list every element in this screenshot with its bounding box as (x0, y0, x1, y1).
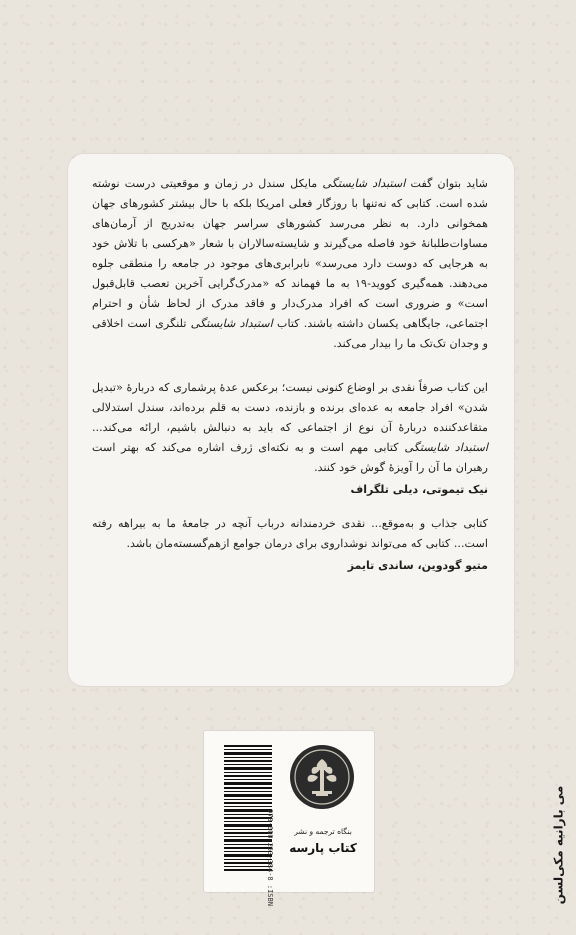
review-signature-1: نیک تیموتی، دیلی تلگراف (350, 483, 488, 496)
spine-text (546, 770, 570, 920)
publisher-logo-icon (290, 745, 354, 809)
publisher-tagline: بنگاه ترجمه و نشر (294, 827, 352, 836)
book-title-italic-2: استبداد شایستگی (190, 317, 273, 330)
blurb-paragraph-2 (92, 378, 488, 478)
blurb-p2-text-b: کتابی مهم است و به نکته‌ای ژرف اشاره می‌کند که بهتر است رهبران ما آن را آویزهٔ گوش خود کنند. (92, 441, 488, 474)
blurb-paragraph-3: کتابی جذاب و به‌موقع... نقدی خردمندانه درباب آنچه در جامعهٔ ما به بیراهه رفته است... کتابی که می‌تواند نوشداروی برای درمان جوامع ازهم‌گسسته‌مان باشد. (92, 517, 488, 550)
blurb-p2-text-a: این کتاب صرفاً نقدی بر اوضاع کنونی نیست؛ برعکس عدهٔ پرشماری که دربارهٔ «تبدیل شدن» افراد جامعه به عده‌ای برنده و بازنده، دست به قلم برده‌اند، سندل استدلالی متقاعدکننده دربارهٔ آن نوع از اجتماعی که باید به دنبالش باشیم، ارائه می‌کند... (92, 381, 488, 434)
review-signature-2: متیو گودوین، ساندی تایمز (347, 559, 488, 572)
blurb-p1-text-c: تلنگری است اخلاقی و وجدان تک‌تک ما را بیدار می‌کند. (92, 317, 488, 350)
spine-label: می‌ بارانیه مکی‌لسن (551, 785, 565, 905)
blurb-panel (68, 154, 514, 686)
isbn-number: 978-600-253-384-8 :ISBN (266, 809, 274, 906)
blurb-paragraph-1 (92, 174, 488, 354)
book-title-italic-3: استبداد شایستگی (404, 441, 488, 454)
blurb-p1-text-b: مایکل سندل در زمان و موقعیتی درست نوشته شده است. کتابی که نه‌تنها با روزگار فعلی امریکا بلکه با حال بیشتر کشورهای جهان همخوانی دارد. به نظر می‌رسد کشورهای سراسر جهان به‌تدریج از آرمان‌های مساوات‌طلبانهٔ خود فاصله می‌گیرند و شایسته‌سالاران با شعار «هرکسی با تلاش خود به هرجایی که دوست دارد می‌رسد» نابرابری‌های موجود در جامعه را منطقی جلوه می‌دهند. همه‌گیری کووید-۱۹ به ما فهماند که «مدرک‌گرایی آخرین تعصب قابل‌قبول است» و ضروری است که افراد مدرک‌دار و فاقد مدرک از لحاظ شأن و احترام اجتماعی، جایگاهی یکسان داشته باشند. کتاب (92, 177, 488, 330)
blurb-p1-text-a: شاید بتوان گفت (405, 177, 488, 190)
book-title-italic: استبداد شایستگی (322, 177, 406, 190)
publisher-name: کتاب پارسه (289, 841, 357, 855)
publisher-box (204, 731, 374, 906)
